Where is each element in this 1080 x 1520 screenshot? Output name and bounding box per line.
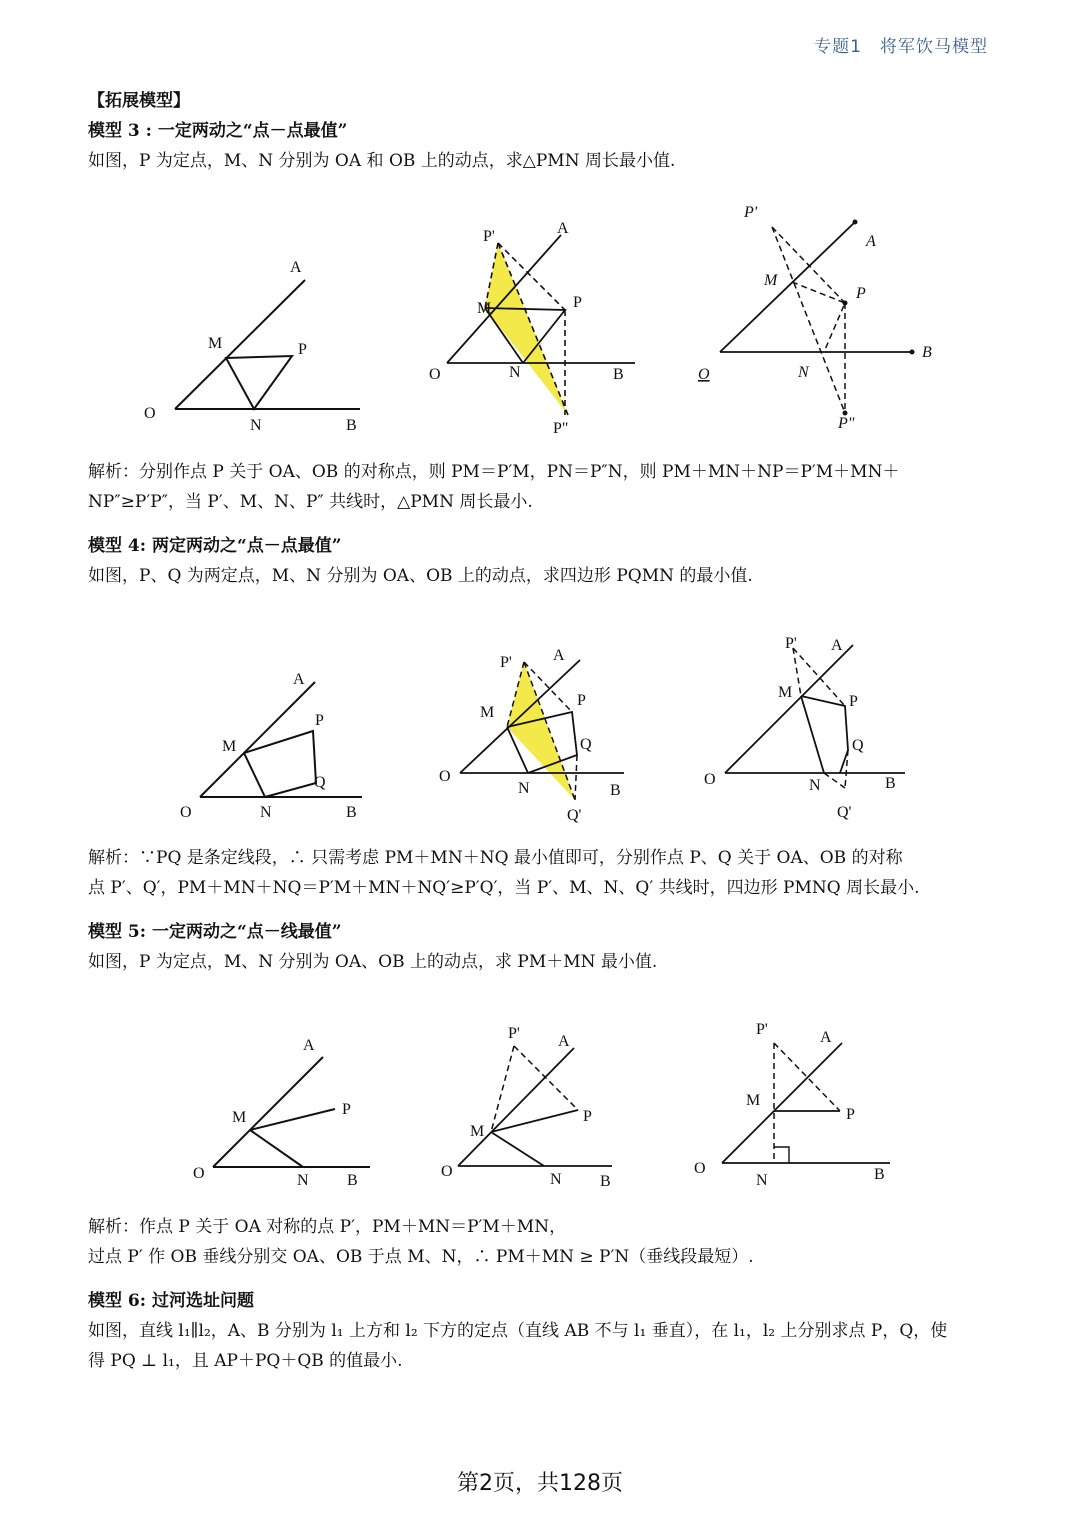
label-B: B [347,1172,358,1189]
label-O: O [429,366,441,383]
model4-description: 如图，P、Q 为两定点，M、N 分别为 OA、OB 上的动点，求四边形 PQMN 的最小值. [88,566,753,586]
model5-figure-3 [690,1015,910,1195]
label-P-prime: P' [744,204,758,221]
model5-analysis-line1: 解析：作点 P 关于 OA 对称的点 P′，PM＋MN＝P′M＋MN， [88,1217,567,1237]
label-P: P [577,692,586,709]
label-P: P [583,1108,592,1125]
page-header: 专题1 将军饮马模型 [814,37,988,57]
model4-figure-1 [170,665,380,825]
label-B: B [885,775,896,792]
label-Q: Q [314,774,326,791]
model5-title: 模型 5: 一定两动之“点－线最值” [88,922,342,942]
model3-figure-1 [130,250,380,440]
label-O: O [144,405,156,422]
label-O: O [694,1160,706,1177]
model4-analysis-line1: 解析：∵PQ 是条定线段，∴ 只需考虑 PM＋MN＋NQ 最小值即可，分别作点 P、Q 关于 OA、OB 的对称 [88,848,903,868]
label-N: N [809,777,821,794]
label-N: N [798,364,809,381]
right-angle-mark [774,1147,789,1163]
label-P: P [856,285,866,302]
model5-description: 如图，P 为定点，M、N 分别为 OA、OB 上的动点，求 PM＋MN 最小值. [88,952,658,972]
label-P-prime: P' [785,635,797,652]
label-M: M [232,1109,247,1126]
model4-figure-3 [695,628,925,828]
label-O: O [439,768,451,785]
label-A: A [553,647,565,664]
label-A: A [293,671,305,688]
label-P: P [849,693,858,710]
model3-analysis-line2: NP″≥P′P″，当 P′、M、N、P″ 共线时，△PMN 周长最小. [88,492,533,512]
label-B: B [613,366,624,383]
label-P-double-prime: P" [553,420,569,437]
label-N: N [509,364,521,381]
label-P-double-prime: P" [838,415,855,432]
label-A: A [866,233,876,250]
label-P: P [573,294,582,311]
label-P: P [315,712,324,729]
label-O: O [180,804,192,821]
label-Q-prime: Q' [567,807,582,824]
label-O: O [441,1163,453,1180]
label-B: B [346,417,357,434]
label-N: N [260,804,272,821]
model5-figure-2 [436,1018,636,1193]
label-B: B [922,344,932,361]
model3-figure-3 [690,195,950,440]
label-M: M [746,1092,761,1109]
label-A: A [558,1033,570,1050]
label-A: A [290,259,302,276]
label-N: N [250,417,262,434]
page-content [88,86,1008,176]
label-P: P [298,341,307,358]
label-M: M [764,272,778,289]
page-footer: 第2页，共128页 [457,1471,623,1496]
model4-figure-2 [432,645,652,830]
label-A: A [831,637,843,654]
label-M: M [778,684,793,701]
label-Q: Q [852,737,864,754]
label-P: P [342,1101,351,1118]
label-O: O [698,366,710,383]
section-title: 【拓展模型】 [88,91,190,111]
label-M: M [470,1123,485,1140]
model6-description-line2: 得 PQ ⊥ l₁，且 AP＋PQ＋QB 的值最小. [88,1351,403,1371]
label-A: A [557,220,569,237]
model6-description-line1: 如图，直线 l₁∥l₂，A、B 分别为 l₁ 上方和 l₂ 下方的定点（直线 AB 不与 l₁ 垂直），在 l₁，l₂ 上分别求点 P，Q，使 [88,1321,948,1341]
label-P: P [846,1106,855,1123]
model3-analysis-line1: 解析：分别作点 P 关于 OA、OB 的对称点，则 PM＝P′M，PN＝P″N，则 PM＋MN＋NP＝P′M＋MN＋ [88,462,900,482]
label-P-prime: P' [756,1021,768,1038]
label-B: B [600,1173,611,1190]
model5-analysis [88,1212,1008,1376]
model5-figure-1 [185,1030,385,1195]
model6-title: 模型 6: 过河选址问题 [88,1291,254,1311]
label-P-prime: P' [508,1025,520,1042]
model3-title: 模型 3 : 一定两动之“点－点最值” [88,121,348,141]
model3-description: 如图，P 为定点，M、N 分别为 OA 和 OB 上的动点，求△PMN 周长最小值. [88,151,676,171]
label-Q: Q [580,736,592,753]
label-B: B [874,1166,885,1183]
label-P-prime: P' [500,654,512,671]
label-B: B [610,782,621,799]
label-N: N [756,1172,768,1189]
highlight-region [485,243,568,415]
label-N: N [297,1172,309,1189]
model3-analysis [88,457,1008,591]
label-N: N [518,780,530,797]
label-Q-prime: Q' [837,804,852,821]
label-P-prime: P' [483,228,495,245]
label-B: B [346,804,357,821]
label-O: O [193,1165,205,1182]
label-M: M [222,738,237,755]
label-A: A [303,1037,315,1054]
label-M: M [208,335,223,352]
model4-title: 模型 4: 两定两动之“点－点最值” [88,536,342,556]
label-M: M [480,704,495,721]
model3-figure-2 [425,215,655,445]
model5-analysis-line2: 过点 P′ 作 OB 垂线分别交 OA、OB 于点 M、N，∴ PM＋MN ≥ P′N（垂线段最短）. [88,1247,754,1267]
label-A: A [820,1029,832,1046]
label-N: N [550,1171,562,1188]
label-O: O [704,771,716,788]
model4-analysis-line2: 点 P′、Q′，PM＋MN＋NQ＝P′M＋MN＋NQ′≥P′Q′，当 P′、M、N、Q′ 共线时，四边形 PMNQ 周长最小. [88,878,920,898]
model4-analysis [88,843,1008,977]
label-M: M [477,300,492,317]
